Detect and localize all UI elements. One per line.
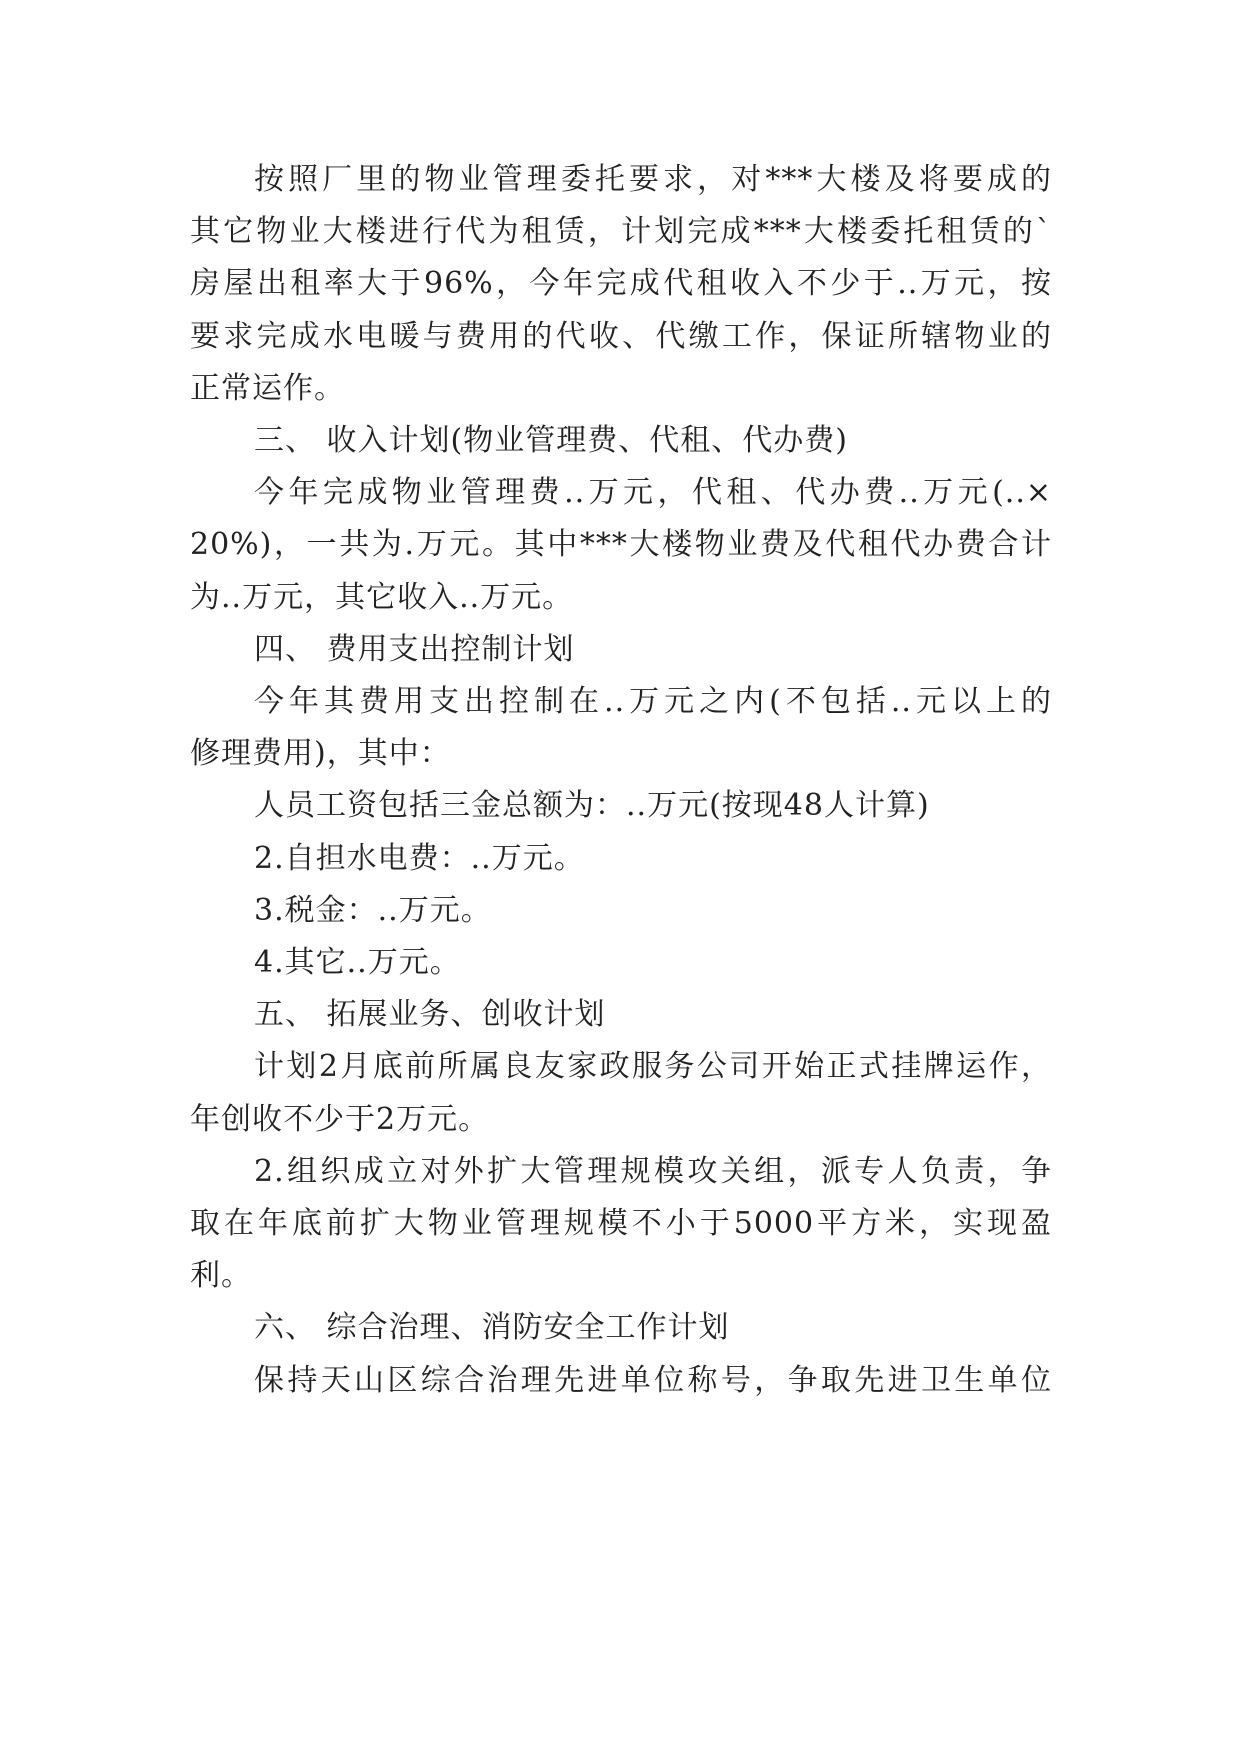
text-line: 20%)，一共为.万元。其中***大楼物业费及代租代办费合计 (190, 527, 1052, 563)
text-line: 三、 收入计划(物业管理费、代租、代办费) (254, 423, 848, 458)
text-line: 利。 (190, 1258, 252, 1294)
text-line: 取在年底前扩大物业管理规模不小于5000平方米，实现盈 (190, 1206, 1052, 1241)
text-line: 其它物业大楼进行代为租赁，计划完成***大楼委托租赁的` (190, 214, 1052, 250)
text-line: 今年其费用支出控制在..万元之内(不包括..元以上的 (254, 684, 1052, 719)
text-line: 正常运作。 (190, 370, 345, 406)
text-line: 4.其它..万元。 (254, 945, 461, 980)
text-line: 计划2月底前所属良友家政服务公司开始正式挂牌运作， (254, 1049, 1052, 1085)
text-line: 五、 拓展业务、创收计划 (254, 997, 606, 1033)
text-line: 修理费用)，其中： (190, 736, 451, 772)
text-line: 2.组织成立对外扩大管理规模攻关组，派专人负责，争 (254, 1153, 1052, 1189)
text-line: 保持天山区综合治理先进单位称号，争取先进卫生单位 (254, 1362, 1052, 1398)
text-line: 按照厂里的物业管理委托要求，对***大楼及将要成的 (254, 162, 1052, 197)
text-line: 今年完成物业管理费..万元，代租、代办费..万元(..× (254, 475, 1052, 511)
text-line: 2.自担水电费：..万元。 (254, 840, 585, 876)
text-line: 年创收不少于2万元。 (190, 1101, 490, 1137)
text-line: 六、 综合治理、消防安全工作计划 (254, 1310, 730, 1346)
text-line: 人员工资包括三金总额为：..万元(按现48人计算) (254, 788, 930, 824)
text-line: 为..万元，其它收入..万元。 (190, 579, 574, 615)
text-line: 3.税金：..万元。 (254, 892, 492, 928)
text-line: 要求完成水电暖与费用的代收、代缴工作，保证所辖物业的 (190, 318, 1052, 354)
text-line: 四、 费用支出控制计划 (254, 631, 575, 667)
text-line: 房屋出租率大于96%，今年完成代租收入不少于..万元，按 (190, 266, 1052, 302)
